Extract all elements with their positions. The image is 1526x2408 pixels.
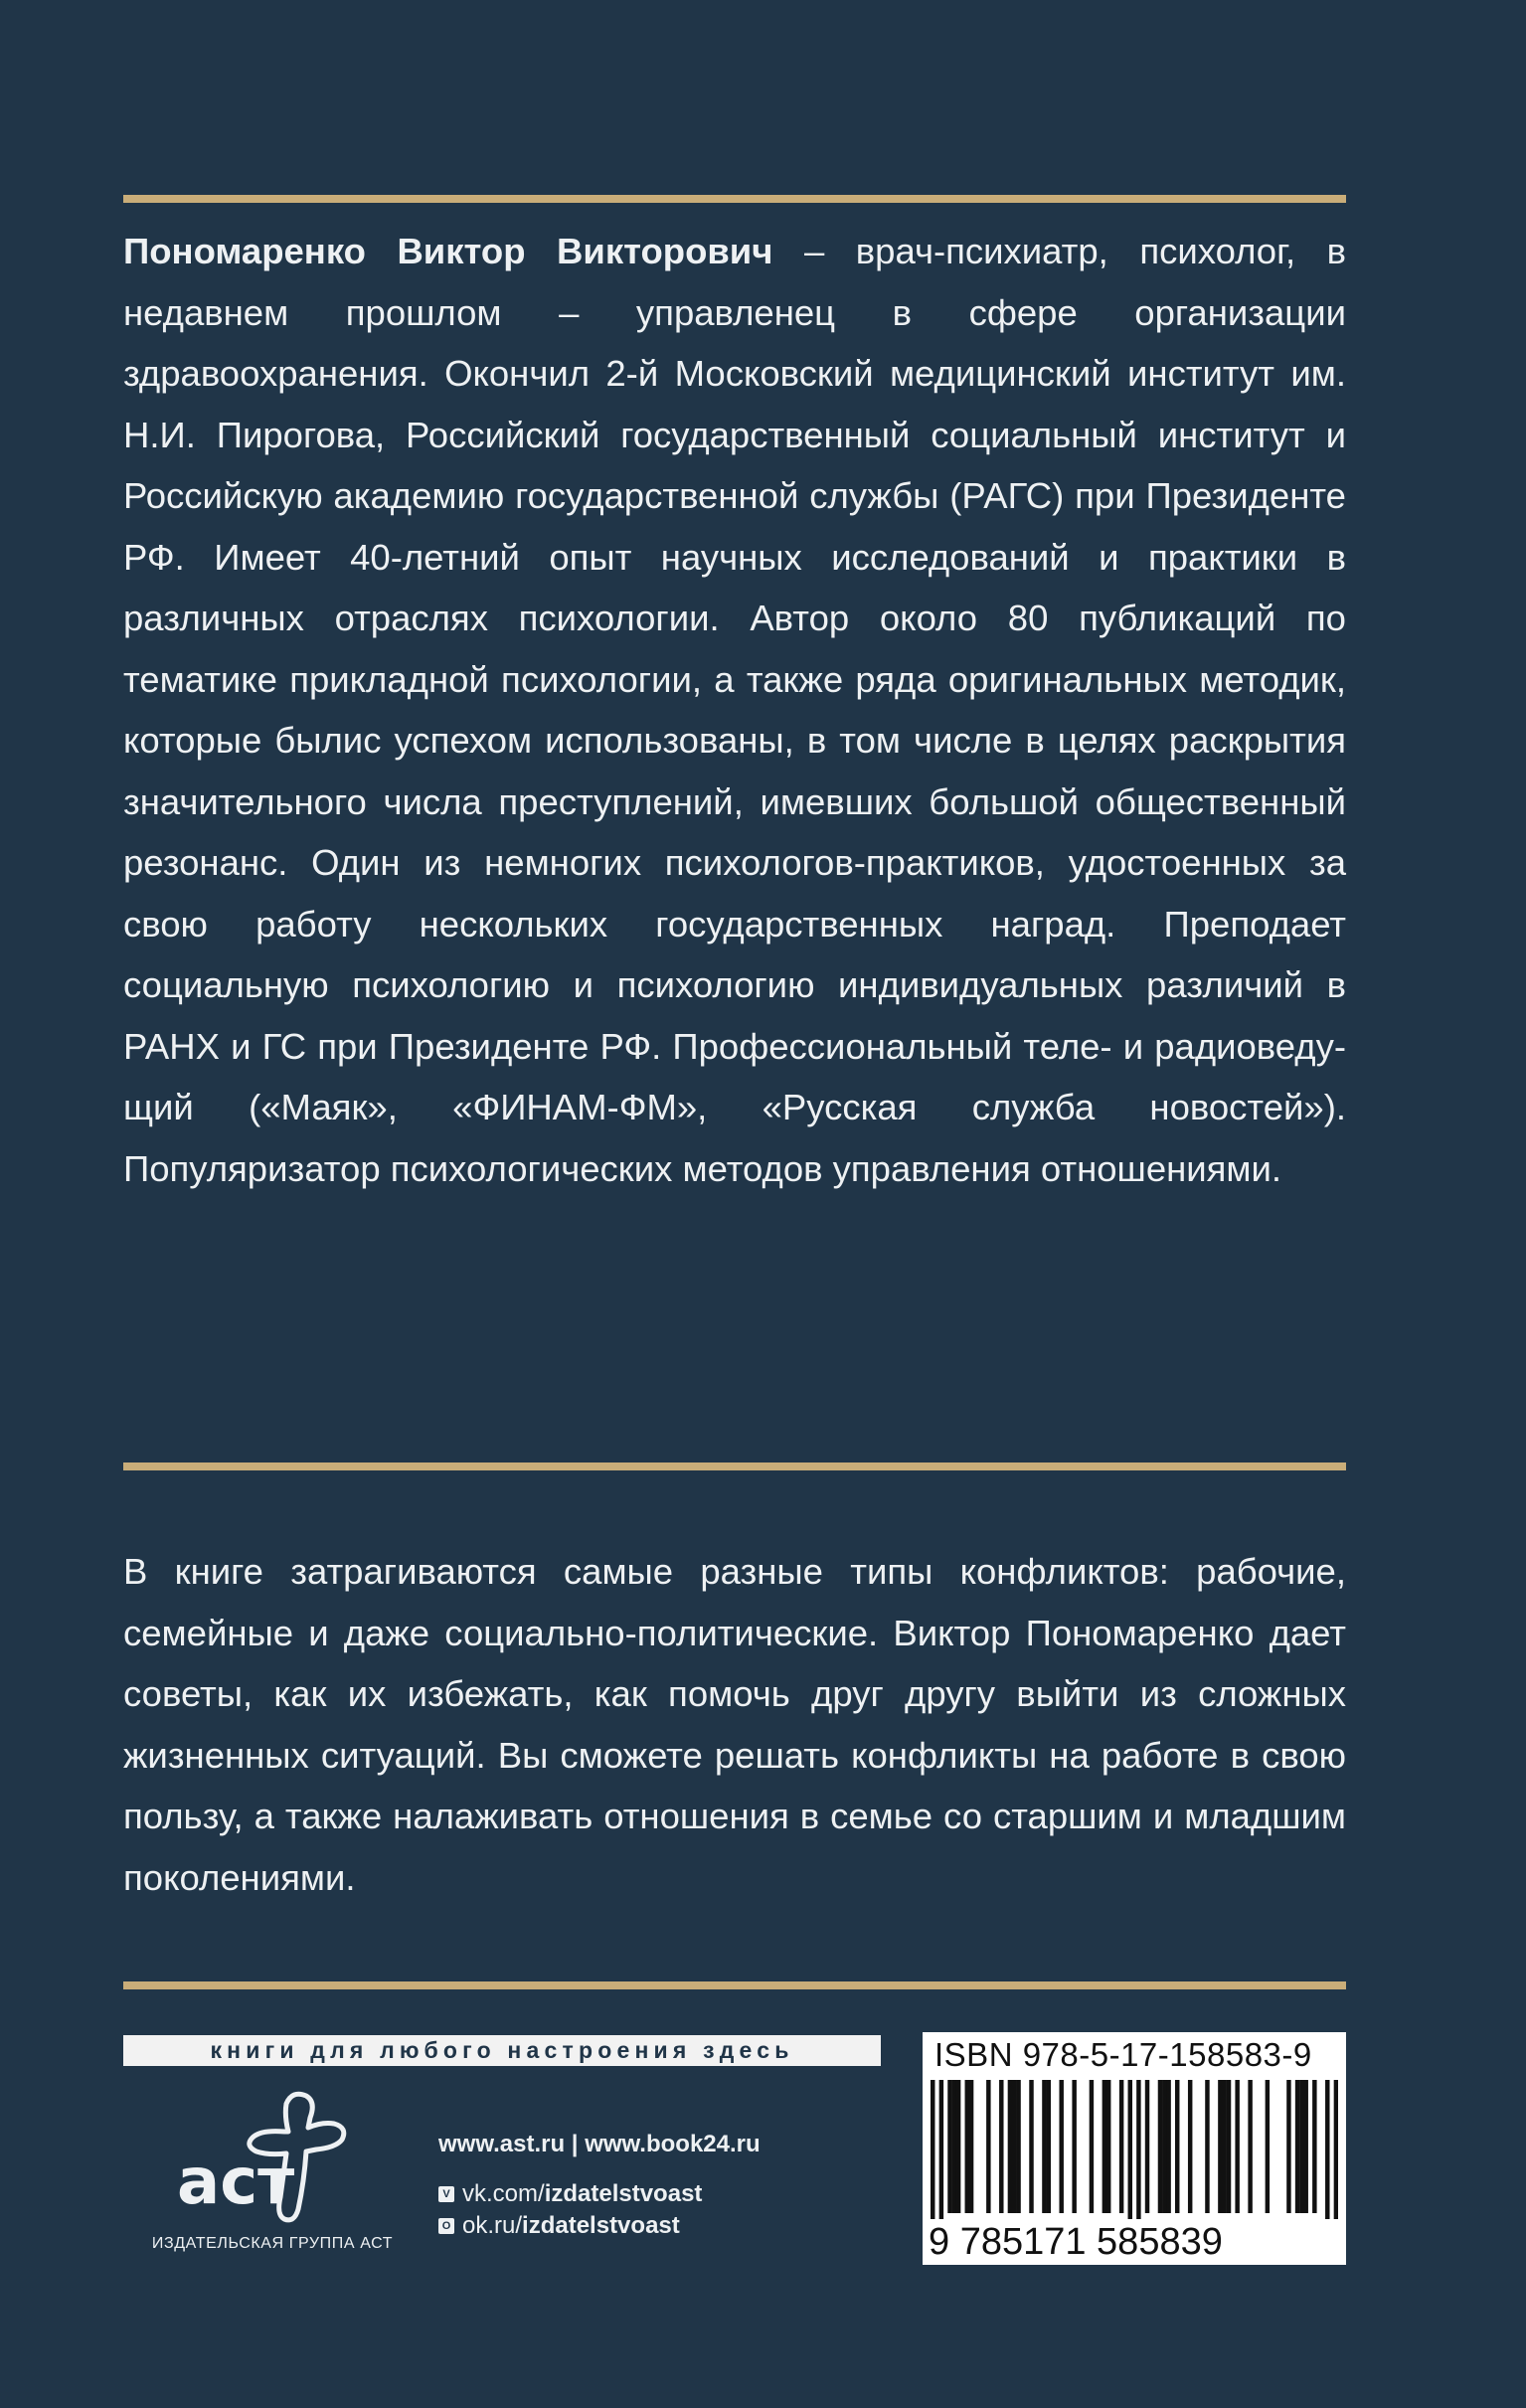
logo-text: аст xyxy=(177,2146,295,2219)
barcode-bar xyxy=(1205,2080,1209,2213)
ok-prefix: ok.ru/ xyxy=(462,2212,523,2239)
barcode-bar xyxy=(1248,2080,1252,2213)
barcode-bar xyxy=(1295,2080,1299,2213)
barcode-bar xyxy=(1047,2080,1051,2213)
vk-prefix: vk.com/ xyxy=(462,2180,545,2207)
barcode-bar xyxy=(1136,2080,1140,2219)
vk-handle: izdatelstvoast xyxy=(544,2180,703,2207)
barcode-box xyxy=(923,2032,1346,2265)
barcode-bar xyxy=(999,2080,1003,2213)
barcode-bar xyxy=(965,2080,969,2213)
bottom-rule xyxy=(123,1981,1346,1989)
barcode-bar xyxy=(1128,2080,1132,2219)
barcode-image xyxy=(931,2080,1338,2219)
barcode-bar xyxy=(1158,2080,1162,2213)
barcode-bar xyxy=(1162,2080,1166,2213)
barcode-bar xyxy=(1218,2080,1222,2213)
publisher-name: ИЗДАТЕЛЬСКАЯ ГРУППА АСТ xyxy=(151,2235,394,2252)
barcode-bar xyxy=(1106,2080,1110,2213)
websites[interactable]: www.ast.ru | www.book24.ru xyxy=(438,2131,761,2157)
barcode-bar xyxy=(1325,2080,1329,2219)
ok-icon: O xyxy=(438,2218,454,2234)
barcode-bar xyxy=(1029,2080,1033,2213)
top-rule xyxy=(123,195,1346,203)
tagline-banner: книги для любого настроения здесь xyxy=(123,2035,881,2066)
ok-handle: izdatelstvoast xyxy=(522,2212,680,2239)
middle-rule xyxy=(123,1462,1346,1470)
barcode-bar xyxy=(1016,2080,1020,2213)
barcode-bar xyxy=(956,2080,960,2213)
barcode-bar xyxy=(1090,2080,1094,2213)
barcode-bar xyxy=(947,2080,951,2213)
author-name: Пономаренко Виктор Викторович xyxy=(123,231,773,271)
barcode-bar xyxy=(939,2080,943,2219)
barcode-bar xyxy=(1227,2080,1231,2213)
book-annotation: В книге затрагиваются самые разные типы конфликтов: рабочие, семейные и даже социально-политические. Виктор Пономаренко дает советы, как их избежать, как помочь друг другу выйти из сложных жизненных ситуаций. Вы сможете решать конфликты на работе в свою пользу, а также налаживать отношения в семье со старшим и младшим поколениями. xyxy=(123,1551,1346,1898)
barcode-bar xyxy=(1145,2080,1149,2213)
barcode-digits: 9 785171 585839 xyxy=(929,2221,1223,2263)
barcode-bar xyxy=(986,2080,990,2213)
barcode-bar xyxy=(1222,2080,1226,2213)
barcode-bar xyxy=(931,2080,934,2219)
vk-icon: V xyxy=(438,2186,454,2202)
barcode-bar xyxy=(952,2080,956,2213)
barcode-bar xyxy=(1119,2080,1123,2213)
barcode-bar xyxy=(1166,2080,1170,2213)
barcode-bar xyxy=(1012,2080,1016,2213)
barcode-bar xyxy=(1266,2080,1270,2213)
barcode-bar xyxy=(1008,2080,1012,2213)
barcode-bar xyxy=(1042,2080,1046,2213)
isbn-label: ISBN 978-5-17-158583-9 xyxy=(934,2036,1312,2073)
barcode-bar xyxy=(1235,2080,1239,2213)
barcode-bar xyxy=(1072,2080,1076,2213)
barcode-bar xyxy=(969,2080,973,2213)
ok-link[interactable] xyxy=(438,2212,680,2240)
author-bio-text: – врач-психиатр, психолог, в недавнем прошлом – управленец в сфере организации здравоохранения. Окончил 2-й Московский медицинский институт им. Н.И. Пирогова, Российский государственный социальный институт и Российскую академию государственной службы (РАГС) при Президенте РФ. Имеет 40-летний опыт научных исследований и практики в различных отраслях психологии. Автор около 80 публикаций по тематике прикладной психологии, а также ряда оригинальных методик, которые былис успехом использованы, в том числе в целях раскрытия значительного числа преступлений, имевших большой общественный резонанс. Один из немногих психологов-практиков, удостоенных за свою работу нескольких государственных наград. Преподает социальную психологию и психологию индивидуальных различий в РАНХ и ГС при Президенте РФ. Профессиональный теле- и радиоведущий («Маяк», «ФИНАМ-ФМ», «Русская служба новостей»). Популяризатор психологических методов управления отношениями. xyxy=(123,231,1346,1189)
vk-link[interactable] xyxy=(438,2180,702,2208)
barcode-bar xyxy=(1175,2080,1179,2213)
barcode-bar xyxy=(1059,2080,1063,2213)
barcode-bar xyxy=(1303,2080,1307,2213)
barcode-bar xyxy=(1286,2080,1290,2213)
barcode-bar xyxy=(1299,2080,1303,2213)
author-bio xyxy=(123,221,1346,1199)
barcode-bar xyxy=(1312,2080,1316,2213)
barcode-bar xyxy=(1334,2080,1338,2219)
barcode-bar xyxy=(1102,2080,1106,2213)
barcode-bar xyxy=(1188,2080,1192,2213)
ast-logo xyxy=(147,2086,398,2245)
